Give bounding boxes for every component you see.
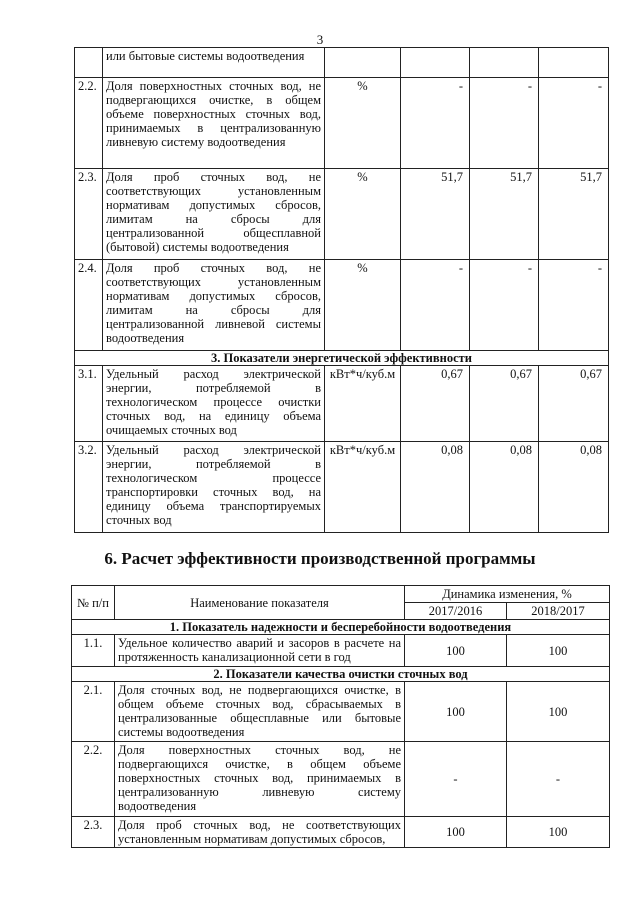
section-heading: 6. Расчет эффективности производственной программы bbox=[104, 549, 536, 568]
value-cell bbox=[539, 48, 609, 78]
row-number: 2.2. bbox=[72, 742, 115, 817]
section-title: 1. Показатель надежности и бесперебойности водоотведения bbox=[72, 620, 610, 635]
value-cell: - bbox=[507, 742, 610, 817]
value-cell: 100 bbox=[507, 817, 610, 848]
row-number: 3.2. bbox=[75, 442, 103, 533]
section-row bbox=[75, 351, 609, 366]
indicator-name: Доля проб сточных вод, не соответствующих установленным нормативам допустимых сбросов, bbox=[115, 817, 405, 848]
row-number: 1.1. bbox=[72, 635, 115, 667]
table-row bbox=[75, 169, 609, 260]
row-number: 2.4. bbox=[75, 260, 103, 351]
indicator-name: Доля проб сточных вод, не соответствующих установленным нормативам допустимых сбросов, лимитам на сбросы для централизованной общесплавной (бытовой) системы водоотведения bbox=[103, 169, 325, 260]
row-number bbox=[75, 48, 103, 78]
page-number: 3 bbox=[316, 32, 324, 47]
indicator-name: или бытовые системы водоотведения bbox=[103, 48, 325, 78]
value-cell: - bbox=[401, 78, 470, 169]
table-row bbox=[75, 78, 609, 169]
unit-cell: % bbox=[325, 260, 401, 351]
value-cell bbox=[470, 48, 539, 78]
value-cell bbox=[401, 48, 470, 78]
header-row bbox=[72, 586, 610, 603]
value-cell: - bbox=[405, 742, 507, 817]
indicator-name: Доля проб сточных вод, не соответствующих установленным нормативам допустимых сбросов, лимитам на сбросы для централизованной ливневой системы водоотведения bbox=[103, 260, 325, 351]
efficiency-table bbox=[71, 585, 610, 848]
value-cell: - bbox=[470, 260, 539, 351]
section-row bbox=[72, 620, 610, 635]
unit-cell: кВт*ч/куб.м bbox=[325, 366, 401, 442]
table-row bbox=[75, 442, 609, 533]
row-number: 3.1. bbox=[75, 366, 103, 442]
indicator-name: Удельный расход электрической энергии, потребляемой в технологическом процессе транспортировки сточных вод, на единицу объема транспортируемых сточных вод bbox=[103, 442, 325, 533]
unit-cell: % bbox=[325, 78, 401, 169]
section-title: 2. Показатели качества очистки сточных вод bbox=[72, 667, 610, 682]
indicator-name: Удельный расход электрической энергии, потребляемой в технологическом процессе очистки сточных вод, на единицу объема очищаемых сточных вод bbox=[103, 366, 325, 442]
header-num: № п/п bbox=[72, 586, 115, 620]
table-row bbox=[72, 742, 610, 817]
unit-cell bbox=[325, 48, 401, 78]
value-cell: 0,67 bbox=[470, 366, 539, 442]
unit-cell: кВт*ч/куб.м bbox=[325, 442, 401, 533]
value-cell: 0,08 bbox=[539, 442, 609, 533]
unit-cell: % bbox=[325, 169, 401, 260]
value-cell: - bbox=[401, 260, 470, 351]
value-cell: 51,7 bbox=[539, 169, 609, 260]
table-row bbox=[72, 682, 610, 742]
value-cell: 100 bbox=[507, 635, 610, 667]
value-cell: 0,67 bbox=[401, 366, 470, 442]
value-cell: - bbox=[539, 260, 609, 351]
header-dynamics: Динамика изменения, % bbox=[405, 586, 610, 603]
row-number: 2.3. bbox=[75, 169, 103, 260]
indicators-table bbox=[74, 47, 609, 533]
value-cell: 0,08 bbox=[470, 442, 539, 533]
row-number: 2.1. bbox=[72, 682, 115, 742]
row-number: 2.2. bbox=[75, 78, 103, 169]
value-cell: 100 bbox=[405, 635, 507, 667]
value-cell: 0,08 bbox=[401, 442, 470, 533]
indicator-name: Удельное количество аварий и засоров в расчете на протяженность канализационной сети в год bbox=[115, 635, 405, 667]
section-title: 3. Показатели энергетической эффективности bbox=[75, 351, 609, 366]
value-cell: 51,7 bbox=[401, 169, 470, 260]
indicator-name: Доля сточных вод, не подвергающихся очистке, в общем объеме сточных вод, сбрасываемых в централизованные общесплавные или бытовые системы водоотведения bbox=[115, 682, 405, 742]
table-row bbox=[72, 635, 610, 667]
value-cell: 100 bbox=[507, 682, 610, 742]
header-name: Наименование показателя bbox=[115, 586, 405, 620]
value-cell: - bbox=[470, 78, 539, 169]
value-cell: 0,67 bbox=[539, 366, 609, 442]
table-row bbox=[75, 260, 609, 351]
table-row bbox=[72, 817, 610, 848]
row-number: 2.3. bbox=[72, 817, 115, 848]
value-cell: 100 bbox=[405, 817, 507, 848]
value-cell: - bbox=[539, 78, 609, 169]
value-cell: 100 bbox=[405, 682, 507, 742]
header-col-2017-2016: 2017/2016 bbox=[405, 603, 507, 620]
header-col-2018-2017: 2018/2017 bbox=[507, 603, 610, 620]
table-row bbox=[75, 48, 609, 78]
section-row bbox=[72, 667, 610, 682]
indicator-name: Доля поверхностных сточных вод, не подвергающихся очистке, в общем объеме поверхностных сточных вод, принимаемых в централизованную ливневую систему водоотведения bbox=[103, 78, 325, 169]
indicator-name: Доля поверхностных сточных вод, не подвергающихся очистке, в общем объеме поверхностных сточных вод, принимаемых в централизованную ливневую систему водоотведения bbox=[115, 742, 405, 817]
table-row bbox=[75, 366, 609, 442]
value-cell: 51,7 bbox=[470, 169, 539, 260]
